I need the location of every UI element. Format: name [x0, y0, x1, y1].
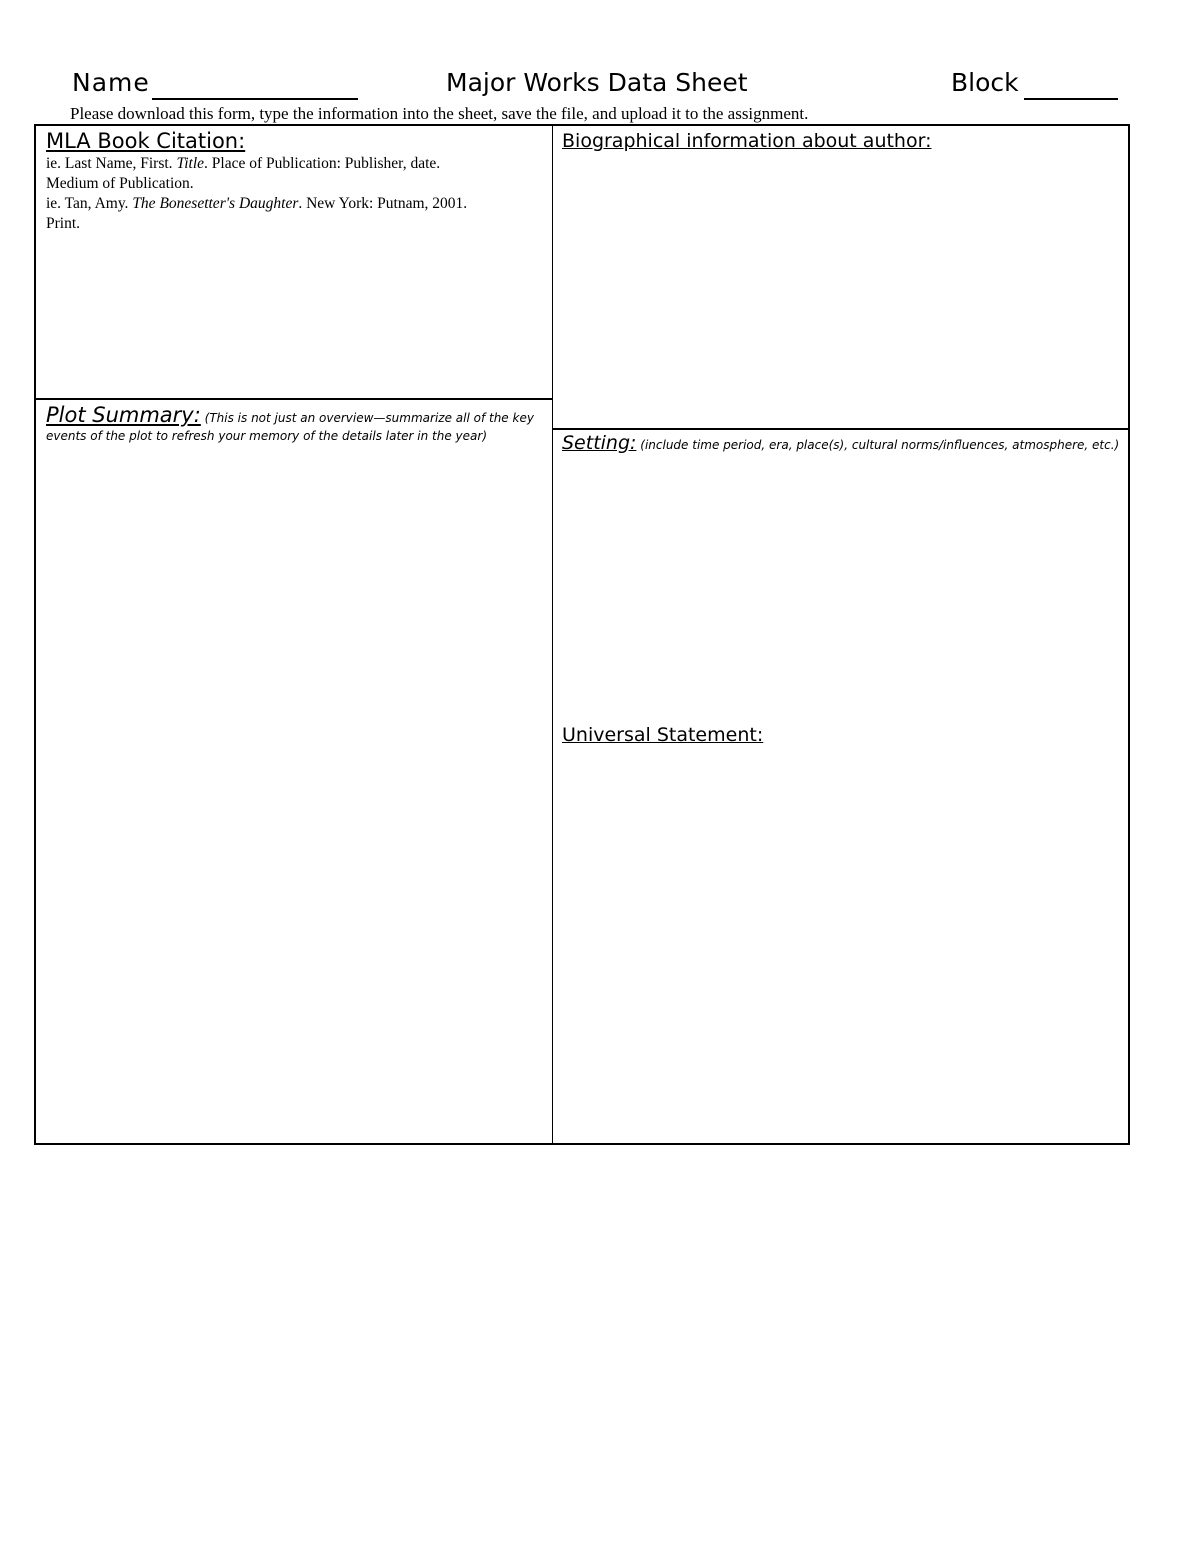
plot-summary-note: (This is not just an overview—summarize all of the key events of the plot to refresh your memory of the details later in the year): [46, 411, 534, 443]
biography-heading: Biographical information about author:: [562, 130, 932, 152]
citation-format-line: [46, 154, 546, 174]
citation-example-medium: Print.: [46, 215, 81, 232]
header-row: [0, 68, 1200, 104]
page-title: Major Works Data Sheet: [446, 68, 748, 97]
universal-statement-heading: Universal Statement:: [562, 724, 764, 746]
block-label: Block: [951, 68, 1019, 97]
setting-block: [562, 430, 1122, 456]
citation-example-line: [46, 194, 546, 214]
data-sheet-table: [34, 124, 1130, 1145]
universal-statement-cell[interactable]: [562, 722, 1122, 748]
setting-cell[interactable]: [562, 430, 1122, 456]
name-blank-line[interactable]: [152, 98, 358, 100]
citation-format-italic: Title: [176, 155, 205, 172]
plot-summary-block: [46, 402, 546, 444]
vertical-divider: [552, 126, 553, 1143]
setting-heading: Setting:: [562, 432, 637, 454]
citation-cell[interactable]: [46, 128, 546, 234]
instructions-text: Please download this form, type the information into the sheet, save the file, and upload it to the assignment.: [70, 104, 809, 123]
citation-medium-line: Medium of Publication.: [46, 175, 194, 192]
citation-format-prefix: ie. Last Name, First.: [46, 155, 177, 172]
plot-summary-heading: Plot Summary:: [46, 403, 201, 427]
citation-example-italic: The Bonesetter's Daughter: [132, 195, 299, 212]
setting-note: (include time period, era, place(s), cultural norms/influences, atmosphere, etc.): [640, 438, 1120, 452]
citation-example-prefix: ie. Tan, Amy.: [46, 195, 133, 212]
citation-heading: MLA Book Citation:: [46, 129, 246, 153]
citation-example-suffix: . New York: Putnam, 2001.: [298, 195, 468, 212]
name-label: Name: [72, 68, 150, 97]
biography-cell[interactable]: [562, 128, 1122, 154]
block-blank-line[interactable]: [1024, 98, 1118, 100]
plot-summary-cell[interactable]: [46, 402, 546, 444]
citation-format-suffix: . Place of Publication: Publisher, date.: [204, 155, 441, 172]
left-horizontal-divider: [36, 398, 552, 400]
